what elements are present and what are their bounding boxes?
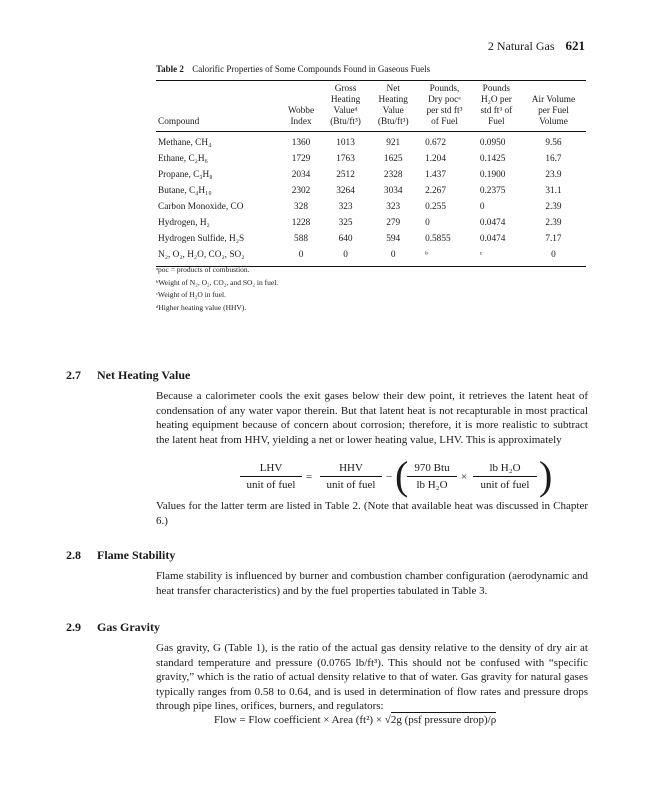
col-compound-cell: N₂, O₂, H₂O, CO₂, SO₂ [158,250,245,260]
table-title: Calorific Properties of Some Compounds Found in Gaseous Fuels [192,64,431,74]
table-row [156,199,586,215]
col-water-cell: 0.0474 [479,218,506,228]
col-compound-cell: Carbon Monoxide, CO [158,202,244,212]
col-net-heating-value-cell: 3034 [383,186,403,196]
section-number: 2.7 [66,368,81,382]
col-dry-poc-cell: 0.672 [425,138,446,148]
col-air-volume-cell: 2.39 [545,202,562,212]
col-net-heating-value-cell: 279 [386,218,401,228]
table-caption [156,64,430,74]
footnote: ᶜWeight of H₂O in fuel. [156,290,226,299]
col-dry-poc-cell: 0.5855 [425,234,451,244]
col-dry-poc-cell: 0 [425,218,430,228]
header-line: of Fuel [431,117,458,127]
header-line: per Fuel [538,106,569,116]
table-row [156,151,586,167]
col-water-cell: 0.0474 [479,234,506,244]
table-row [156,167,586,183]
col-air-volume-cell: 2.39 [545,218,562,228]
radical-sign: √ [384,714,391,726]
table-header-row [156,81,586,132]
equals-sign: = [306,471,313,483]
header-line: Volume [539,117,568,127]
col-water-cell: 0 [479,202,485,212]
col-dry-poc-cell: 0.255 [425,202,446,212]
section-title: Gas Gravity [97,620,160,634]
running-header [488,38,585,54]
table-row [156,231,586,247]
section-title: Flame Stability [97,548,176,562]
lhv-fraction [240,462,302,491]
header-line: (Btu/ft³) [377,117,409,127]
header-line: Index [290,117,312,127]
col-net-heating-value-cell: 921 [386,138,401,148]
header-line: H₂O per [480,95,512,105]
water-denominator: unit of fuel [473,476,537,491]
hhv-denominator: unit of fuel [320,476,382,491]
col-compound-cell: Butane, C₄H₁₀ [158,186,212,196]
col-wobbe-index-cell: 588 [294,234,308,244]
col-gross-heating-value-cell: 1013 [336,138,355,148]
header-line: Heating [330,95,361,105]
header-line: Net [386,84,400,94]
col-compound-cell: Ethane, C₂H₆ [158,154,208,164]
minus-sign: − [386,471,393,483]
col-compound-header [156,81,280,132]
section-heading-2-9 [66,620,160,635]
col-air-volume-header [521,81,586,132]
header-line: Pounds [482,84,511,94]
header-line: Heating [378,95,408,105]
header-section: 2 Natural Gas [487,39,555,53]
footnote: ᵇWeight of N₂, O₂, CO₂, and SO₂ in fuel. [156,277,279,287]
col-wobbe-index-cell: 1228 [291,218,311,228]
flow-equation [214,714,496,726]
col-gross-heating-value-cell: 0 [343,250,348,260]
col-net-heating-value-cell: 594 [386,234,401,244]
col-air-volume-cell: 23.9 [545,170,562,180]
header-line: std ft³ of [480,106,513,116]
btu-denominator: lb H₂O [407,476,457,491]
section-number: 2.8 [66,548,81,562]
header-line: Dry pocᵃ [428,95,461,105]
table-label: Table 2 [156,64,184,74]
section-heading-2-8 [66,548,175,563]
col-dry-poc-cell: ᵇ [425,250,428,260]
calorific-table [156,80,586,267]
col-wobbe-index-cell: 2302 [291,186,311,196]
col-net-heating-value-cell: 0 [390,250,396,260]
col-net-heating-value-header [369,81,417,132]
col-water-cell: 0.1900 [479,170,506,180]
col-dry-poc-cell: 1.437 [425,170,446,180]
btu-fraction [407,462,457,491]
col-dry-poc-cell: 2.267 [425,186,446,196]
col-compound-cell: Hydrogen, H₂ [158,218,210,228]
col-dry-poc-cell: 1.204 [425,154,446,164]
section-number: 2.9 [66,620,81,634]
paragraph: Gas gravity, G (Table 1), is the ratio of the actual gas density relative to the density of dry air at standard temperature and pressure (0.0765 lb/ft³). This should not be confused with “specific gravity,” which is the ratio of actual density relative to that of water. Gas gravity for natural gases typically ranges from 0.58 to 0.64, and is used in determination of flow rates and pressure drops through pipe lines, orifices, burners, and regulators: [156,642,588,713]
hhv-fraction [320,462,382,491]
lhv-denominator: unit of fuel [240,476,302,491]
left-paren: ( [395,453,409,498]
table-row [156,132,586,152]
col-net-heating-value-cell: 323 [386,202,401,212]
footnote: ᵈHigher heating value (HHV). [156,302,247,312]
water-fraction [473,462,537,491]
header-line: Air Volume [531,95,576,105]
col-water-cell: 0.2375 [479,186,506,196]
col-gross-heating-value-cell: 2512 [336,170,355,180]
col-wobbe-index-cell: 1360 [291,138,311,148]
col-water-cell: 0.0950 [479,138,506,148]
header-line: Wobbe [287,106,315,116]
col-air-volume-cell: 16.7 [545,154,562,164]
section-title: Net Heating Value [97,368,191,382]
btu-numerator: 970 Btu [414,462,450,474]
col-air-volume-cell: 7.17 [545,234,562,244]
col-gross-heating-value-header [322,81,370,132]
water-numerator: lb H₂O [489,462,521,474]
header-line: Value [382,106,404,116]
table-row [156,183,586,199]
table-body [156,132,586,267]
col-air-volume-cell: 0 [551,250,556,260]
right-paren: ) [539,453,553,498]
col-water-header [472,81,521,132]
col-air-volume-cell: 31.1 [545,186,562,196]
lhv-numerator: LHV [259,462,283,474]
col-gross-heating-value-cell: 640 [338,234,353,244]
col-water-cell: 0.1425 [479,154,506,164]
col-wobbe-index-cell: 2034 [291,170,311,180]
col-gross-heating-value-cell: 323 [338,202,353,212]
table-footnotes [156,264,278,314]
col-wobbe-index-header [280,81,321,132]
col-dry-poc-header [417,81,472,132]
col-gross-heating-value-cell: 3264 [336,186,355,196]
table-row [156,215,586,231]
radicand: 2g (psf pressure drop)/ρ [390,714,497,726]
hhv-numerator: HHV [339,462,363,474]
col-water-cell: ᶜ [479,250,483,260]
header-line: Compound [158,117,200,127]
paragraph: Flame stability is influenced by burner and combustion chamber configuration (aerodynamic and heat transfer characteristics) and by the fuel properties tabulated in Table 3. [156,570,588,597]
paragraph: Because a calorimeter cools the exit gases below their dew point, it retrieves the latent heat of condensation of any water vapor therein. But that latent heat is not recapturable in most practical heating equipment because of concern about corrosion; therefore, it is more realistic to subtract the latent heat from HHV, yielding a net or lower heating value, LHV. This is approximately [156,390,588,446]
col-gross-heating-value-cell: 325 [338,218,353,228]
col-wobbe-index-cell: 328 [294,202,308,212]
header-line: Pounds, [429,84,460,94]
col-net-heating-value-cell: 1625 [383,154,403,164]
col-air-volume-cell: 9.56 [545,138,562,148]
header-line: per std ft³ [426,106,463,116]
times-sign: × [461,471,468,483]
col-wobbe-index-cell: 1729 [291,154,311,164]
footnote: ᵃpoc = products of combustion. [156,265,250,274]
col-wobbe-index-cell: 0 [298,250,304,260]
section-heading-2-7 [66,368,190,383]
header-line: Gross [334,84,357,94]
col-compound-cell: Methane, CH₄ [158,138,212,148]
paragraph: Values for the latter term are listed in Table 2. (Note that available heat was discussed in Chapter 6.) [156,500,588,527]
col-compound-cell: Hydrogen Sulfide, H₂S [158,234,245,244]
header-line: (Btu/ft³) [330,117,361,127]
page-number: 621 [565,38,585,53]
col-gross-heating-value-cell: 1763 [336,154,355,164]
col-net-heating-value-cell: 2328 [383,170,403,180]
col-compound-cell: Propane, C₃H₈ [158,170,213,180]
header-line: Fuel [488,117,505,127]
flow-equation-prefix: Flow = Flow coefficient × Area (ft²) × [214,714,385,726]
header-line: Valueᵈ [333,106,358,116]
